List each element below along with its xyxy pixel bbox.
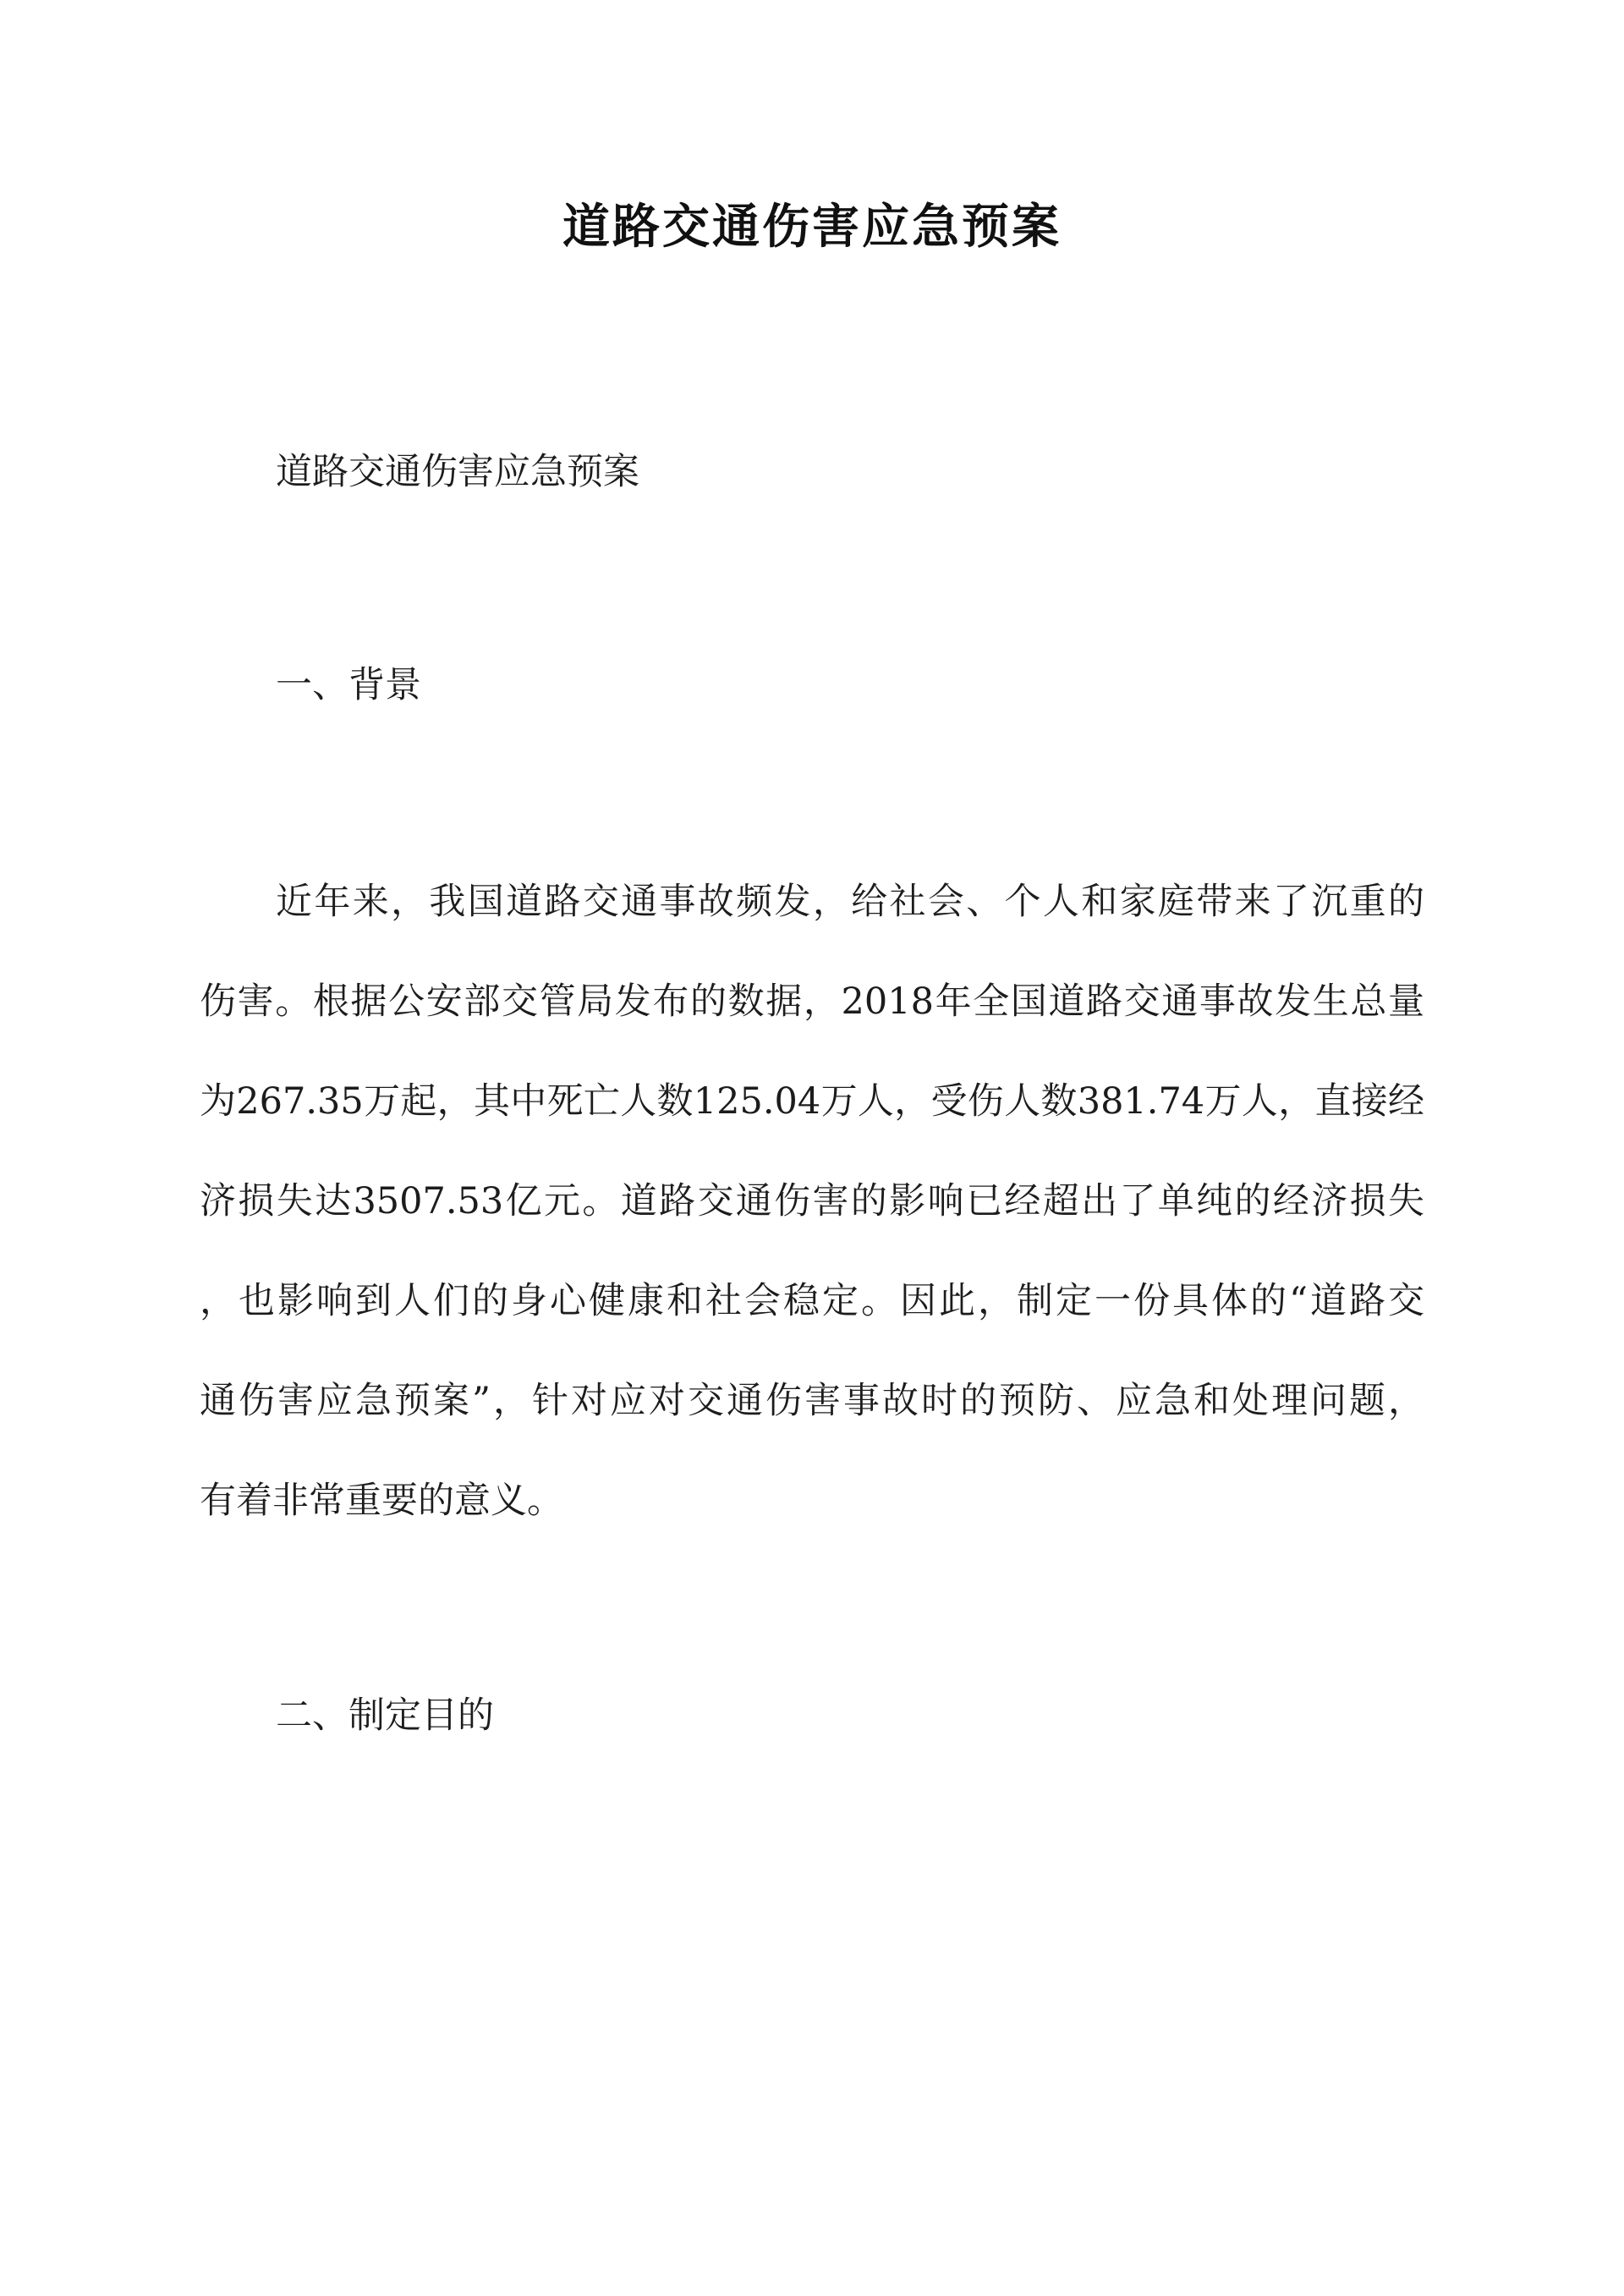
paragraph-line: 有着非常重要的意义。 <box>200 1480 563 1522</box>
paragraph-line: 济损失达3507.53亿元。道路交通伤害的影响已经超出了单纯的经济损失 <box>200 1180 1424 1222</box>
paragraph-line: 为267.35万起，其中死亡人数125.04万人，受伤人数381.74万人，直接经 <box>200 1080 1424 1123</box>
document-title: 道路交通伤害应急预案 <box>562 199 1062 255</box>
document-subtitle: 道路交通伤害应急预案 <box>276 451 639 493</box>
section-heading-background: 一、背景 <box>276 664 421 706</box>
paragraph-line: 伤害。根据公安部交管局发布的数据，2018年全国道路交通事故发生总量 <box>200 980 1424 1023</box>
paragraph-line: 近年来，我国道路交通事故频发，给社会、个人和家庭带来了沉重的 <box>276 881 1424 923</box>
paragraph-line: 通伤害应急预案”，针对应对交通伤害事故时的预防、应急和处理问题， <box>200 1380 1424 1422</box>
paragraph-line: ，也影响到人们的身心健康和社会稳定。因此，制定一份具体的“道路交 <box>200 1280 1424 1322</box>
section-heading-purpose: 二、制定目的 <box>276 1695 494 1737</box>
